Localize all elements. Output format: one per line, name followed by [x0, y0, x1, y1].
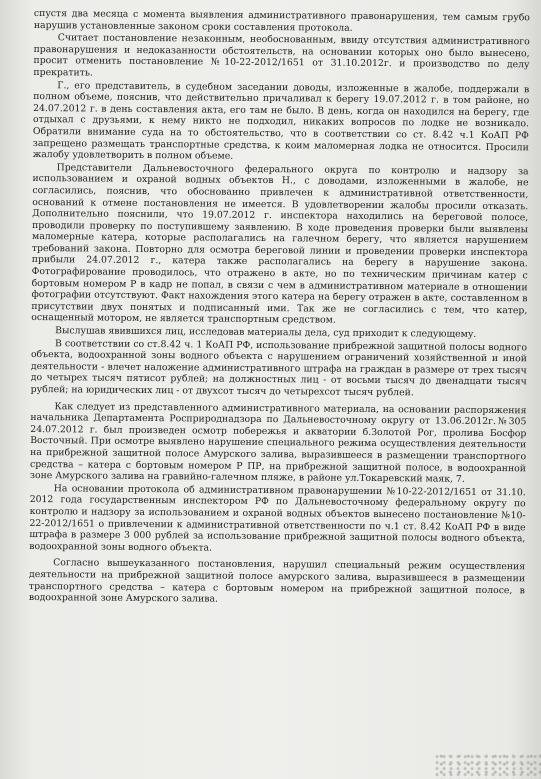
- paragraph-1: спустя два месяца с момента выявления административного правонарушения, тем самым грубо нарушив установленные законом сроки составления протокола.: [33, 8, 530, 34]
- paragraph-2: Считает постановление незаконным, необоснованным, ввиду отсутствия административного правонарушения и недоказанности обстоятельств, на основании которых оно было вынесено, просит отменить постановление №10-22-2012/1651 от 31.10.2012г. и производство по делу прекратить.: [33, 32, 530, 79]
- document-body: [29, 8, 530, 609]
- scan-noise: [435, 753, 541, 779]
- paragraph-6: В соответствии со ст.8.42 ч. 1 КоАП РФ, использование прибрежной защитной полосы водного объекта, водоохранной зоны водного объекта с нарушением ограничений хозяйственной и иной деятельности - влечет наложение административного штрафа на граждан в размере от трех тысяч до четырех тысяч пятисот рублей; на должностных лиц - от восьми тысяч до двенадцати тысяч рублей; на юридических лиц - от двухсот тысяч до четырехсот тысяч рублей.: [30, 337, 528, 399]
- paragraph-4: Представители Дальневосточного федерального округа по контролю и надзору за использованием и охраной водных объектов Н., с доводами, изложенными в жалобе, не согласились, пояснив, что обоснованно привлечен к административной ответственности, оснований к отмене постановления не имеется. В удовлетворении жалобы просили отказать. Дополнительно пояснили, что 19.07.2012 г. инспектора находились на береговой полосе, проводили проверку по поступившему заявлению. В ходе проведения проверки были выявлены маломерные катера, которые располагались на галечном берегу, что является нарушением требований закона. Повторно для осмотра береговой линии и проведении проверки инспектора прибыли 24.07.2012 г., катера также располагались на берегу в нарушение закона. Фотографирование проводилось, что отражено в акте, но по техническим причинам катер с бортовым номером Р в кадр не попал, в связи с чем в административном материале в отношении фотографии отсутствуют. Факт нахождения этого катера на берегу отражен в акте, составленном в присутствии двух понятых и подписанный ими. Так же не согласились с тем, что катер, оснащенный мотором, не является транспортным средством.: [31, 161, 529, 327]
- paragraph-7: Как следует из представленного административного материала, на основании распоряжения начальника Департамента Росприроднадзора по Дальневосточному округу от 13.06.2012г.№305 24.07.2012 г. был произведен осмотр побережья и акватории б.Золотой Рог, пролива Босфор Восточный. При осмотре выявлено нарушение специального режима осуществления деятельности на прибрежной защитной полосе Амурского залива, выразившееся в размещении транспортного средства – катера с бортовым номером Р ПР, на прибрежной защитной полосе, в водоохранной зоне Амурского залива на гравийно-галечном пляже, в районе ул.Токаревский маяк, 7.: [29, 400, 527, 485]
- paragraph-5: Выслушав явившихся лиц, исследовав материалы дела, суд приходит к следующему.: [55, 325, 477, 340]
- paragraph-3: Г., его представитель, в судебном заседании доводы, изложенные в жалобе, поддержали в полном объеме, пояснив, что действительно причаливал к берегу 19.07.2012 г. в том районе, но 24.07.2012 г. в день составления акта, его там не было. В день, когда он находился на берегу, где отдыхал с друзьями, к нему никто не подходил, никаких вопросов по лодке не возникало. Обратили внимание суда на то обстоятельство, что в соответствии со ст. 8.42 ч.1 КоАП РФ запрещено размещать транспортные средства, к коим маломерная лодка не относится. Просили жалобу удовлетворить в полном объеме.: [32, 79, 530, 162]
- paragraph-9: Согласно вышеуказанного постановления, нарушил специальный режим осуществления деятельности на прибрежной защитной полосе амурского залива, выразившееся в размещении транспортного средства – катера с бортовым номером на прибрежной защитной полосе, в водоохранной зоне Амурского залива.: [28, 557, 526, 605]
- paragraph-8: На основании протокола об административном правонарушении №10-22-2012/1651 от 31.10. 2012 года государственным инспектором РФ по Дальневосточному федеральному округу по контролю и надзору за использованием и охраной водных объектов вынесено постановление №10-22-2012/1651 о привлечении к административной ответственности по ч.1 ст. 8.42 КоАП РФ в виде штрафа в размере 3 000 рублей за использование прибрежной защитной полосы водного объекта, водоохранной зоны водного объекта.: [29, 482, 526, 554]
